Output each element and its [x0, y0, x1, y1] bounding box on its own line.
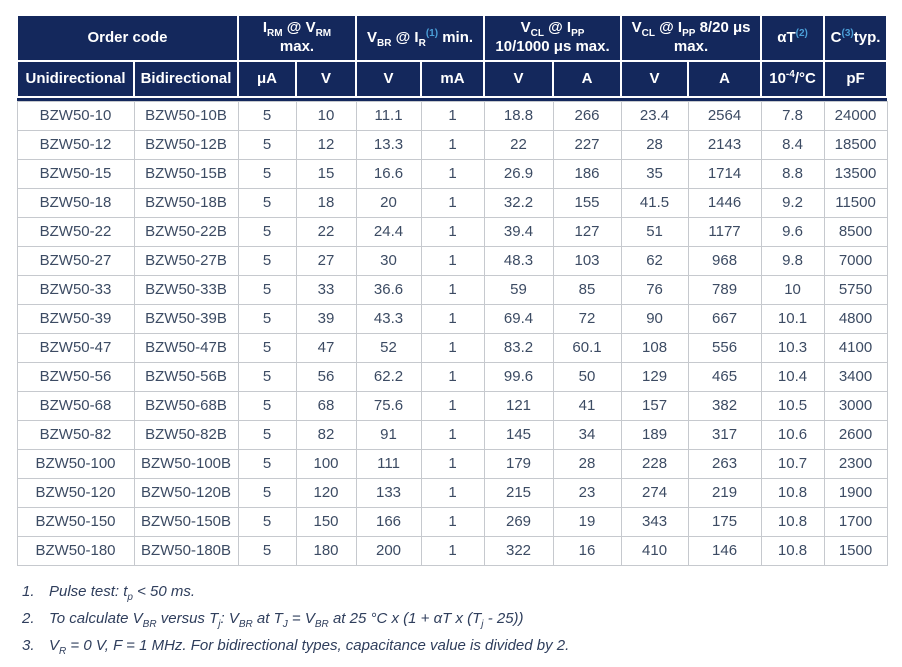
- table-cell: 1: [421, 536, 484, 565]
- table-cell: 83.2: [484, 333, 553, 362]
- table-row: [17, 362, 887, 391]
- table-cell: 90: [621, 304, 688, 333]
- table-cell: 465: [688, 362, 761, 391]
- column-group-header: $V_{CL}$ @ $I_{PP}$ 10/1000 μs max.: [484, 15, 621, 61]
- table-row: [17, 101, 887, 130]
- table-cell: 127: [553, 217, 621, 246]
- column-group-header: C$^{(3)}$typ.: [824, 15, 887, 61]
- table-cell: 5: [238, 101, 296, 130]
- table-cell: 10.8: [761, 478, 824, 507]
- table-cell: 129: [621, 362, 688, 391]
- table-cell: 189: [621, 420, 688, 449]
- table-cell: 5: [238, 391, 296, 420]
- table-cell: 68: [296, 391, 356, 420]
- table-cell: 4100: [824, 333, 887, 362]
- table-cell: 91: [356, 420, 421, 449]
- table-cell: 317: [688, 420, 761, 449]
- table-cell: 85: [553, 275, 621, 304]
- table-row: [17, 275, 887, 304]
- table-cell: 99.6: [484, 362, 553, 391]
- table-cell: 11500: [824, 188, 887, 217]
- table-cell: 146: [688, 536, 761, 565]
- table-cell: 13.3: [356, 130, 421, 159]
- table-cell: 263: [688, 449, 761, 478]
- table-cell: 47: [296, 333, 356, 362]
- table-cell: 2143: [688, 130, 761, 159]
- table-cell: 11.1: [356, 101, 421, 130]
- table-cell: 75.6: [356, 391, 421, 420]
- table-cell: 18500: [824, 130, 887, 159]
- column-unit-header: V: [356, 61, 421, 97]
- table-cell: 4800: [824, 304, 887, 333]
- table-cell: 10: [296, 101, 356, 130]
- table-body: [17, 101, 887, 565]
- table-cell: 5: [238, 449, 296, 478]
- column-unit-header: pF: [824, 61, 887, 97]
- table-cell: 27: [296, 246, 356, 275]
- table-cell: 1177: [688, 217, 761, 246]
- table-cell: 1: [421, 188, 484, 217]
- table-row: [17, 304, 887, 333]
- table-cell: 34: [553, 420, 621, 449]
- table-cell: 10.3: [761, 333, 824, 362]
- table-cell: BZW50-56: [17, 362, 134, 391]
- table-cell: 175: [688, 507, 761, 536]
- table-cell: BZW50-120: [17, 478, 134, 507]
- table-cell: 26.9: [484, 159, 553, 188]
- footnote-text: To calculate $V_{BR}$ versus $T_j$: $V_{BR}$ at $T_J = V_{BR}$ at 25 °C x (1 + αT x $(T_j - 25)$): [49, 609, 524, 630]
- table-cell: 5: [238, 304, 296, 333]
- table-row: [17, 449, 887, 478]
- table-cell: BZW50-100B: [134, 449, 238, 478]
- table-header: [17, 15, 887, 101]
- table-cell: 56: [296, 362, 356, 391]
- table-cell: 1714: [688, 159, 761, 188]
- table-cell: 62.2: [356, 362, 421, 391]
- table-cell: 7.8: [761, 101, 824, 130]
- column-group-header: $V_{CL}$ @ $I_{PP}$ 8/20 μs max.: [621, 15, 761, 61]
- column-unit-header: V: [296, 61, 356, 97]
- table-cell: 5750: [824, 275, 887, 304]
- table-cell: 12: [296, 130, 356, 159]
- table-cell: 16: [553, 536, 621, 565]
- table-cell: 10.4: [761, 362, 824, 391]
- table-cell: 5: [238, 188, 296, 217]
- table-cell: 7000: [824, 246, 887, 275]
- table-cell: 2600: [824, 420, 887, 449]
- table-cell: BZW50-39: [17, 304, 134, 333]
- table-cell: 35: [621, 159, 688, 188]
- table-cell: 24000: [824, 101, 887, 130]
- table-cell: 103: [553, 246, 621, 275]
- footnote-number: 3.: [22, 636, 35, 654]
- table-cell: 227: [553, 130, 621, 159]
- footnote-number: 2.: [22, 609, 35, 627]
- table-cell: 41.5: [621, 188, 688, 217]
- table-cell: 1500: [824, 536, 887, 565]
- table-cell: 5: [238, 507, 296, 536]
- table-row: [17, 159, 887, 188]
- table-cell: 3400: [824, 362, 887, 391]
- table-cell: 5: [238, 159, 296, 188]
- column-unit-header: A: [553, 61, 621, 97]
- table-cell: 219: [688, 478, 761, 507]
- column-unit-header: $10^{-4}/^\circ C$: [761, 61, 824, 97]
- footnote: [22, 582, 886, 603]
- table-cell: BZW50-33: [17, 275, 134, 304]
- table-cell: 36.6: [356, 275, 421, 304]
- table-cell: 5: [238, 362, 296, 391]
- table-cell: 179: [484, 449, 553, 478]
- table-row: [17, 478, 887, 507]
- table-cell: 215: [484, 478, 553, 507]
- table-cell: 10.8: [761, 536, 824, 565]
- table-cell: BZW50-27: [17, 246, 134, 275]
- table-cell: 22: [296, 217, 356, 246]
- table-cell: 1: [421, 275, 484, 304]
- table-cell: 1446: [688, 188, 761, 217]
- table-cell: 10.5: [761, 391, 824, 420]
- table-cell: 69.4: [484, 304, 553, 333]
- table-cell: BZW50-12: [17, 130, 134, 159]
- table-cell: BZW50-47: [17, 333, 134, 362]
- column-unit-header: Bidirectional: [134, 61, 238, 97]
- table-cell: 5: [238, 536, 296, 565]
- table-cell: 59: [484, 275, 553, 304]
- table-row: [17, 217, 887, 246]
- column-group-header: Order code: [17, 15, 238, 61]
- table-cell: BZW50-18: [17, 188, 134, 217]
- table-cell: BZW50-10B: [134, 101, 238, 130]
- table-cell: BZW50-120B: [134, 478, 238, 507]
- table-cell: 24.4: [356, 217, 421, 246]
- table-cell: 1: [421, 130, 484, 159]
- table-cell: BZW50-33B: [134, 275, 238, 304]
- table-cell: 343: [621, 507, 688, 536]
- table-cell: 82: [296, 420, 356, 449]
- table-cell: 10: [761, 275, 824, 304]
- table-cell: 39: [296, 304, 356, 333]
- table-cell: 322: [484, 536, 553, 565]
- column-unit-header: mA: [421, 61, 484, 97]
- table-cell: 228: [621, 449, 688, 478]
- table-cell: 10.1: [761, 304, 824, 333]
- table-cell: 1700: [824, 507, 887, 536]
- table-cell: 22: [484, 130, 553, 159]
- table-cell: 28: [553, 449, 621, 478]
- table-cell: 133: [356, 478, 421, 507]
- table-cell: 62: [621, 246, 688, 275]
- group-header-row: [17, 15, 887, 61]
- table-cell: BZW50-68: [17, 391, 134, 420]
- table-cell: 8.4: [761, 130, 824, 159]
- table-cell: 1900: [824, 478, 887, 507]
- table-cell: 108: [621, 333, 688, 362]
- table-row: [17, 246, 887, 275]
- table-cell: 76: [621, 275, 688, 304]
- table-cell: 32.2: [484, 188, 553, 217]
- table-cell: BZW50-82B: [134, 420, 238, 449]
- table-cell: 166: [356, 507, 421, 536]
- table-cell: 10.7: [761, 449, 824, 478]
- footnote-number: 1.: [22, 582, 35, 600]
- column-group-header: αT$^{(2)}$: [761, 15, 824, 61]
- table-cell: 111: [356, 449, 421, 478]
- table-cell: 269: [484, 507, 553, 536]
- table-cell: 1: [421, 333, 484, 362]
- table-cell: 5: [238, 246, 296, 275]
- table-cell: BZW50-10: [17, 101, 134, 130]
- table-cell: BZW50-150: [17, 507, 134, 536]
- table-cell: 121: [484, 391, 553, 420]
- electrical-characteristics-table: [16, 14, 888, 566]
- table-cell: BZW50-68B: [134, 391, 238, 420]
- table-cell: 9.8: [761, 246, 824, 275]
- table-cell: 5: [238, 130, 296, 159]
- footnote: [22, 609, 886, 630]
- table-cell: BZW50-150B: [134, 507, 238, 536]
- table-cell: BZW50-100: [17, 449, 134, 478]
- table-cell: 667: [688, 304, 761, 333]
- footnote-text: $V_R = 0$ V, F = 1 MHz. For bidirectional types, capacitance value is divided by 2.: [49, 636, 570, 657]
- table-cell: 5: [238, 420, 296, 449]
- table-cell: 9.2: [761, 188, 824, 217]
- table-cell: 5: [238, 478, 296, 507]
- table-cell: 1: [421, 304, 484, 333]
- table-cell: 3000: [824, 391, 887, 420]
- column-unit-header: μA: [238, 61, 296, 97]
- table-cell: 41: [553, 391, 621, 420]
- table-cell: 382: [688, 391, 761, 420]
- table-cell: 100: [296, 449, 356, 478]
- footnote: [22, 636, 886, 657]
- table-cell: 266: [553, 101, 621, 130]
- table-cell: BZW50-39B: [134, 304, 238, 333]
- table-row: [17, 130, 887, 159]
- table-cell: 1: [421, 217, 484, 246]
- table-cell: 556: [688, 333, 761, 362]
- footnote-text: Pulse test: $t_p < 50$ ms.: [49, 582, 196, 603]
- table-cell: 28: [621, 130, 688, 159]
- table-row: [17, 391, 887, 420]
- table-cell: 9.6: [761, 217, 824, 246]
- table-cell: BZW50-82: [17, 420, 134, 449]
- table-cell: 18: [296, 188, 356, 217]
- table-cell: 1: [421, 449, 484, 478]
- table-cell: 1: [421, 159, 484, 188]
- table-cell: 180: [296, 536, 356, 565]
- table-cell: 968: [688, 246, 761, 275]
- table-cell: 48.3: [484, 246, 553, 275]
- table-cell: 150: [296, 507, 356, 536]
- column-unit-header: Unidirectional: [17, 61, 134, 97]
- table-cell: 1: [421, 246, 484, 275]
- table-cell: BZW50-180: [17, 536, 134, 565]
- table-cell: 8500: [824, 217, 887, 246]
- table-cell: 39.4: [484, 217, 553, 246]
- column-unit-header: V: [484, 61, 553, 97]
- table-row: [17, 333, 887, 362]
- table-cell: 13500: [824, 159, 887, 188]
- table-cell: 8.8: [761, 159, 824, 188]
- table-cell: 5: [238, 333, 296, 362]
- table-cell: BZW50-47B: [134, 333, 238, 362]
- table-cell: BZW50-22: [17, 217, 134, 246]
- table-cell: 51: [621, 217, 688, 246]
- table-cell: 1: [421, 101, 484, 130]
- table-cell: BZW50-180B: [134, 536, 238, 565]
- table-cell: 155: [553, 188, 621, 217]
- table-cell: 789: [688, 275, 761, 304]
- table-cell: 10.6: [761, 420, 824, 449]
- table-cell: 43.3: [356, 304, 421, 333]
- table-cell: 20: [356, 188, 421, 217]
- table-cell: 23.4: [621, 101, 688, 130]
- table-cell: 23: [553, 478, 621, 507]
- table-cell: 120: [296, 478, 356, 507]
- table-cell: 200: [356, 536, 421, 565]
- table-cell: BZW50-22B: [134, 217, 238, 246]
- table-cell: 1: [421, 478, 484, 507]
- footnotes: [22, 582, 886, 657]
- table-cell: 30: [356, 246, 421, 275]
- table-row: [17, 420, 887, 449]
- table-cell: BZW50-18B: [134, 188, 238, 217]
- table-cell: BZW50-12B: [134, 130, 238, 159]
- table-cell: 1: [421, 391, 484, 420]
- table-cell: 15: [296, 159, 356, 188]
- table-cell: 145: [484, 420, 553, 449]
- column-unit-header: V: [621, 61, 688, 97]
- table-cell: 157: [621, 391, 688, 420]
- table-cell: 2564: [688, 101, 761, 130]
- table-cell: BZW50-56B: [134, 362, 238, 391]
- column-group-header: $I_{RM}$ @ $V_{RM}$ max.: [238, 15, 356, 61]
- table-row: [17, 188, 887, 217]
- table-row: [17, 536, 887, 565]
- table-cell: 1: [421, 362, 484, 391]
- table-cell: 1: [421, 420, 484, 449]
- unit-header-row: [17, 61, 887, 97]
- table-cell: 33: [296, 275, 356, 304]
- table-cell: 60.1: [553, 333, 621, 362]
- table-cell: 2300: [824, 449, 887, 478]
- table-cell: 1: [421, 507, 484, 536]
- table-cell: 5: [238, 275, 296, 304]
- table-cell: 186: [553, 159, 621, 188]
- table-cell: 16.6: [356, 159, 421, 188]
- table-cell: 50: [553, 362, 621, 391]
- table-cell: 10.8: [761, 507, 824, 536]
- table-cell: BZW50-15: [17, 159, 134, 188]
- table-cell: 274: [621, 478, 688, 507]
- table-cell: 19: [553, 507, 621, 536]
- table-cell: BZW50-15B: [134, 159, 238, 188]
- table-cell: BZW50-27B: [134, 246, 238, 275]
- column-unit-header: A: [688, 61, 761, 97]
- table-cell: 18.8: [484, 101, 553, 130]
- table-cell: 5: [238, 217, 296, 246]
- column-group-header: $V_{BR}$ @ $I_R^{(1)}$ min.: [356, 15, 484, 61]
- table-cell: 410: [621, 536, 688, 565]
- table-cell: 52: [356, 333, 421, 362]
- table-cell: 72: [553, 304, 621, 333]
- table-row: [17, 507, 887, 536]
